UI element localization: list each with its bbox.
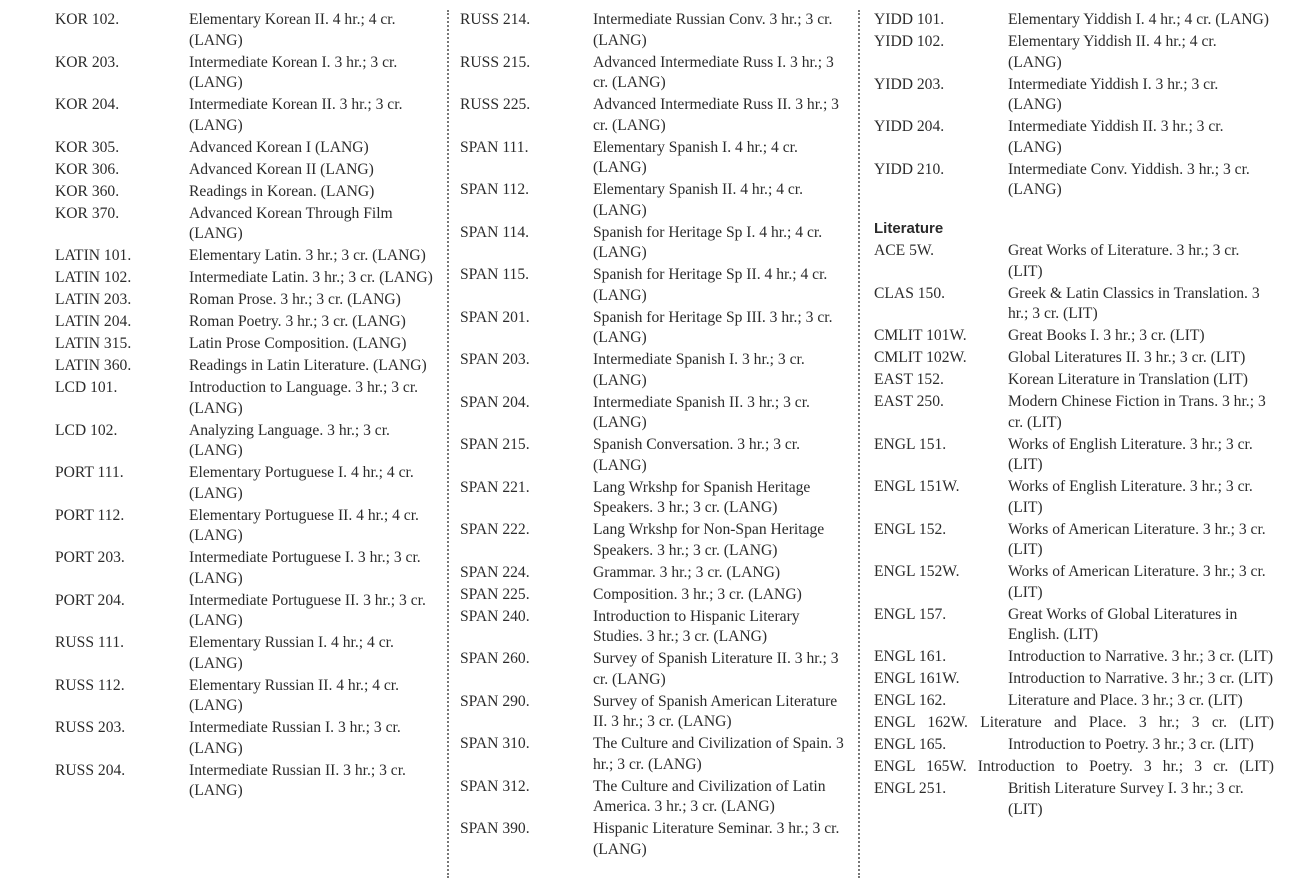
course-code: SPAN 114. — [460, 223, 530, 241]
course-title: The Culture and Civilization of Spain. 3 hr.; 3 cr. (LANG) — [593, 735, 844, 773]
course-code: KOR 305. — [55, 138, 120, 156]
column-divider-2 — [858, 10, 860, 878]
course-title: Great Works of Global Literatures in English. (LIT) — [1008, 605, 1238, 643]
course-code: KOR 360. — [55, 182, 120, 200]
course-title: Great Works of Literature. 3 hr.; 3 cr. (LIT) — [1008, 242, 1240, 280]
course-code: CLAS 150. — [874, 284, 946, 302]
course-entry — [874, 10, 1274, 31]
literature-course-list-end — [874, 779, 1274, 820]
course-title: Modern Chinese Fiction in Trans. 3 hr.; 3 cr. (LIT) — [1008, 393, 1266, 431]
course-code: ENGL 151. — [874, 435, 947, 453]
course-title: Elementary Spanish II. 4 hr.; 4 cr. (LANG) — [593, 181, 804, 219]
course-title: Global Literatures II. 3 hr.; 3 cr. (LIT) — [1008, 349, 1246, 366]
course-title: Greek & Latin Classics in Translation. 3 hr.; 3 cr. (LIT) — [1008, 284, 1260, 322]
course-code: LATIN 360. — [55, 357, 132, 374]
course-title: Readings in Korean. (LANG) — [189, 182, 375, 200]
course-code: SPAN 390. — [460, 820, 530, 837]
course-code: SPAN 204. — [460, 393, 530, 411]
course-title: Intermediate Conv. Yiddish. 3 hr.; 3 cr. (LANG) — [1008, 160, 1250, 198]
course-entry — [55, 761, 440, 802]
course-code: ENGL 152. — [874, 520, 947, 538]
course-title: Elementary Yiddish I. 4 hr.; 4 cr. (LANG) — [1008, 11, 1269, 28]
course-entry-text: ENGL 165W. Introduction to Poetry. 3 hr.; 3 cr. (LIT) — [874, 758, 1274, 775]
course-code: ENGL 165. — [874, 736, 947, 753]
course-title: Works of English Literature. 3 hr.; 3 cr. (LIT) — [1008, 435, 1253, 473]
course-code: LATIN 102. — [55, 269, 132, 286]
course-title: Advanced Korean Through Film (LANG) — [189, 204, 393, 242]
course-entry — [874, 605, 1274, 646]
course-title: Readings in Latin Literature. (LANG) — [189, 357, 427, 374]
course-code: YIDD 203. — [874, 75, 945, 93]
course-code: EAST 152. — [874, 371, 944, 388]
course-title: Spanish for Heritage Sp III. 3 hr.; 3 cr. (LANG) — [593, 308, 833, 346]
course-code: PORT 204. — [55, 591, 125, 609]
course-entry — [460, 350, 850, 391]
course-code: RUSS 225. — [460, 96, 531, 113]
course-code: ENGL 151W. — [874, 478, 960, 495]
literature-course-list-runon — [874, 713, 1274, 778]
course-title: Korean Literature in Translation (LIT) — [1008, 371, 1248, 388]
course-entry — [55, 246, 440, 267]
course-code: KOR 370. — [55, 204, 120, 222]
course-entry — [874, 520, 1274, 561]
course-title: Analyzing Language. 3 hr.; 3 cr. (LANG) — [189, 421, 390, 459]
course-code: RUSS 111. — [55, 634, 125, 651]
course-code: SPAN 260. — [460, 650, 530, 667]
course-title: Hispanic Literature Seminar. 3 hr.; 3 cr. (LANG) — [593, 820, 840, 858]
course-code: RUSS 112. — [55, 676, 125, 694]
course-title: Advanced Korean II (LANG) — [189, 160, 374, 178]
course-entry-text: ENGL 162W. Literature and Place. 3 hr.; 3 cr. (LIT) — [874, 714, 1274, 731]
course-title: Elementary Russian I. 4 hr.; 4 cr. (LANG) — [189, 634, 394, 672]
course-entry — [55, 160, 440, 181]
course-code: LCD 101. — [55, 379, 118, 396]
course-title: Elementary Russian II. 4 hr.; 4 cr. (LANG) — [189, 676, 400, 714]
course-entry — [460, 265, 850, 306]
course-title: Intermediate Russian II. 3 hr.; 3 cr. (LANG) — [189, 761, 406, 799]
course-title: Elementary Portuguese I. 4 hr.; 4 cr. (LANG) — [189, 464, 414, 502]
course-code: YIDD 102. — [874, 33, 945, 50]
course-entry — [55, 334, 440, 355]
course-code: PORT 111. — [55, 464, 124, 481]
course-code: ENGL 157. — [874, 605, 947, 623]
course-code: RUSS 204. — [55, 761, 126, 779]
course-code: ENGL 162. — [874, 692, 947, 709]
course-entry — [874, 562, 1274, 603]
course-entry — [874, 75, 1274, 116]
course-entry — [460, 692, 850, 733]
course-entry — [55, 290, 440, 311]
literature-course-list — [874, 241, 1274, 712]
course-title: Spanish for Heritage Sp I. 4 hr.; 4 cr. (LANG) — [593, 223, 823, 261]
course-entry — [55, 378, 440, 419]
course-code: KOR 203. — [55, 53, 120, 71]
course-title: Spanish Conversation. 3 hr.; 3 cr. (LANG) — [593, 436, 801, 474]
course-title: Elementary Latin. 3 hr.; 3 cr. (LANG) — [189, 247, 426, 264]
course-code: SPAN 201. — [460, 308, 530, 326]
course-entry — [460, 520, 850, 561]
course-code: YIDD 210. — [874, 160, 945, 178]
course-entry — [874, 348, 1274, 369]
course-entry — [460, 607, 850, 648]
course-code: LATIN 204. — [55, 313, 132, 330]
course-entry — [460, 563, 850, 584]
course-code: RUSS 214. — [460, 11, 531, 28]
course-code: SPAN 111. — [460, 138, 529, 156]
course-title: Intermediate Korean I. 3 hr.; 3 cr. (LANG) — [189, 53, 398, 91]
course-entry — [55, 633, 440, 674]
course-code: SPAN 312. — [460, 777, 530, 795]
course-entry — [460, 95, 850, 136]
course-title: Literature and Place. 3 hr.; 3 cr. (LIT) — [1008, 692, 1243, 709]
literature-heading: Literature — [874, 219, 944, 237]
course-code: EAST 250. — [874, 393, 944, 410]
course-entry — [874, 117, 1274, 158]
yiddish-course-list — [874, 10, 1274, 201]
course-entry — [55, 138, 440, 159]
course-code: ENGL 161W. — [874, 670, 960, 687]
course-title: Introduction to Poetry. 3 hr.; 3 cr. (LIT) — [1008, 736, 1254, 753]
course-entry — [55, 10, 440, 51]
course-title: Grammar. 3 hr.; 3 cr. (LANG) — [593, 563, 781, 581]
course-entry — [55, 182, 440, 203]
course-code: LATIN 315. — [55, 335, 132, 352]
course-title: Elementary Portuguese II. 4 hr.; 4 cr. (LANG) — [189, 506, 419, 544]
course-entry — [460, 393, 850, 434]
course-title: Roman Poetry. 3 hr.; 3 cr. (LANG) — [189, 313, 406, 330]
course-code: ENGL 251. — [874, 780, 947, 797]
course-title: Survey of Spanish Literature II. 3 hr.; 3 cr. (LANG) — [593, 650, 839, 688]
course-entry — [460, 223, 850, 264]
course-entry — [460, 10, 850, 51]
course-entry — [874, 370, 1274, 391]
course-column-3 — [874, 10, 1274, 822]
course-code: YIDD 204. — [874, 118, 945, 135]
course-entry — [874, 160, 1274, 201]
course-entry — [460, 777, 850, 818]
course-entry — [55, 95, 440, 136]
column-divider-1 — [447, 10, 449, 878]
course-entry — [460, 308, 850, 349]
course-title: Introduction to Language. 3 hr.; 3 cr. (LANG) — [189, 379, 419, 417]
course-entry — [874, 326, 1274, 347]
course-code: LATIN 101. — [55, 247, 132, 264]
course-title: Great Books I. 3 hr.; 3 cr. (LIT) — [1008, 327, 1205, 344]
course-code: SPAN 240. — [460, 607, 530, 625]
course-code: RUSS 203. — [55, 719, 126, 736]
course-title: Intermediate Spanish I. 3 hr.; 3 cr. (LANG) — [593, 351, 805, 389]
course-title: Lang Wrkshp for Spanish Heritage Speakers. 3 hr.; 3 cr. (LANG) — [593, 478, 811, 516]
course-entry — [55, 268, 440, 289]
course-entry — [874, 284, 1274, 325]
course-entry — [460, 138, 850, 179]
course-title: Works of American Literature. 3 hr.; 3 cr. (LIT) — [1008, 520, 1266, 558]
course-title: Intermediate Latin. 3 hr.; 3 cr. (LANG) — [189, 269, 433, 286]
course-title: Works of American Literature. 3 hr.; 3 cr. (LIT) — [1008, 563, 1266, 601]
course-code: KOR 306. — [55, 160, 120, 178]
course-code: CMLIT 101W. — [874, 327, 967, 344]
course-entry — [460, 435, 850, 476]
course-title: Latin Prose Composition. (LANG) — [189, 335, 407, 352]
course-entry — [874, 32, 1274, 73]
course-entry — [460, 180, 850, 221]
course-entry — [55, 421, 440, 462]
course-title: Intermediate Portuguese I. 3 hr.; 3 cr. (LANG) — [189, 549, 421, 587]
course-code: ACE 5W. — [874, 242, 935, 259]
course-title: Introduction to Narrative. 3 hr.; 3 cr. (LIT) — [1008, 670, 1274, 687]
course-title: Intermediate Russian Conv. 3 hr.; 3 cr. (LANG) — [593, 11, 833, 49]
course-code: SPAN 224. — [460, 563, 530, 581]
course-entry — [460, 649, 850, 690]
course-title: Elementary Yiddish II. 4 hr.; 4 cr. (LANG) — [1008, 33, 1217, 71]
course-entry — [874, 669, 1274, 690]
course-code: LCD 102. — [55, 421, 118, 439]
course-title: Elementary Spanish I. 4 hr.; 4 cr. (LANG) — [593, 138, 798, 176]
course-title: Lang Wrkshp for Non-Span Heritage Speakers. 3 hr.; 3 cr. (LANG) — [593, 521, 825, 559]
course-code: SPAN 310. — [460, 735, 530, 752]
course-entry — [874, 779, 1274, 820]
course-code: YIDD 101. — [874, 11, 945, 28]
course-code: SPAN 221. — [460, 478, 530, 496]
course-entry — [55, 204, 440, 245]
course-title: Introduction to Narrative. 3 hr.; 3 cr. (LIT) — [1008, 648, 1274, 665]
course-entry — [874, 477, 1274, 518]
course-entry — [874, 691, 1274, 712]
course-entry — [55, 312, 440, 333]
course-code: ENGL 161. — [874, 648, 947, 665]
course-entry — [460, 478, 850, 519]
course-title: Works of English Literature. 3 hr.; 3 cr. (LIT) — [1008, 478, 1253, 516]
course-code: SPAN 115. — [460, 266, 530, 283]
course-title: Roman Prose. 3 hr.; 3 cr. (LANG) — [189, 291, 401, 308]
course-entry — [460, 819, 850, 860]
course-title: Intermediate Spanish II. 3 hr.; 3 cr. (LANG) — [593, 393, 810, 431]
course-code: KOR 102. — [55, 11, 120, 28]
course-title: Advanced Intermediate Russ II. 3 hr.; 3 cr. (LANG) — [593, 96, 839, 134]
course-code: SPAN 215. — [460, 436, 530, 453]
course-code: ENGL 152W. — [874, 563, 960, 580]
course-entry — [55, 463, 440, 504]
course-title: Advanced Intermediate Russ I. 3 hr.; 3 cr. (LANG) — [593, 53, 834, 91]
course-entry — [874, 647, 1274, 668]
course-entry — [874, 735, 1274, 756]
course-entry — [874, 757, 1274, 778]
course-title: Intermediate Russian I. 3 hr.; 3 cr. (LANG) — [189, 719, 401, 757]
course-code: SPAN 290. — [460, 692, 530, 710]
course-entry — [460, 585, 850, 606]
course-entry — [55, 718, 440, 759]
course-title: Introduction to Hispanic Literary Studies. 3 hr.; 3 cr. (LANG) — [593, 607, 800, 645]
course-code: SPAN 112. — [460, 181, 530, 198]
course-title: Elementary Korean II. 4 hr.; 4 cr. (LANG) — [189, 11, 396, 49]
course-column-2 — [460, 10, 850, 862]
course-entry — [55, 548, 440, 589]
course-entry — [55, 591, 440, 632]
course-title: Intermediate Yiddish I. 3 hr.; 3 cr. (LANG) — [1008, 75, 1219, 113]
course-entry — [874, 435, 1274, 476]
course-title: The Culture and Civilization of Latin America. 3 hr.; 3 cr. (LANG) — [593, 777, 826, 815]
course-title: Intermediate Yiddish II. 3 hr.; 3 cr. (LANG) — [1008, 118, 1224, 156]
course-code: KOR 204. — [55, 96, 120, 113]
course-entry — [55, 676, 440, 717]
course-title: British Literature Survey I. 3 hr.; 3 cr. (LIT) — [1008, 780, 1244, 818]
course-title: Advanced Korean I (LANG) — [189, 138, 369, 156]
course-title: Survey of Spanish American Literature II. 3 hr.; 3 cr. (LANG) — [593, 692, 838, 730]
course-entry — [874, 241, 1274, 282]
course-title: Intermediate Korean II. 3 hr.; 3 cr. (LANG) — [189, 96, 403, 134]
course-entry — [874, 713, 1274, 734]
course-code: LATIN 203. — [55, 291, 132, 308]
course-code: PORT 112. — [55, 506, 125, 524]
course-code: PORT 203. — [55, 549, 125, 566]
course-entry — [55, 53, 440, 94]
course-code: RUSS 215. — [460, 53, 531, 71]
course-entry — [55, 356, 440, 377]
course-title: Spanish for Heritage Sp II. 4 hr.; 4 cr. (LANG) — [593, 266, 828, 304]
course-code: SPAN 222. — [460, 521, 530, 538]
course-column-1 — [55, 10, 440, 803]
course-entry — [460, 53, 850, 94]
course-code: SPAN 225. — [460, 585, 530, 603]
course-code: CMLIT 102W. — [874, 349, 967, 366]
course-entry — [874, 392, 1274, 433]
course-title: Intermediate Portuguese II. 3 hr.; 3 cr. (LANG) — [189, 591, 426, 629]
course-entry — [55, 506, 440, 547]
course-code: SPAN 203. — [460, 351, 530, 368]
course-title: Composition. 3 hr.; 3 cr. (LANG) — [593, 585, 802, 603]
course-entry — [460, 734, 850, 775]
